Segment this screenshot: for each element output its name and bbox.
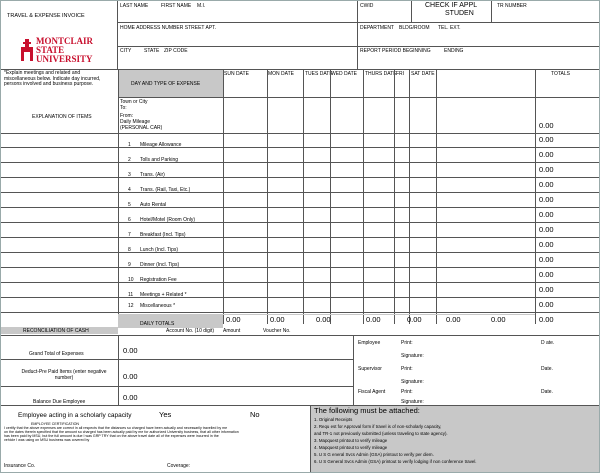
ending-label: ENDING — [444, 48, 464, 54]
item-total: 0.00 — [539, 300, 554, 309]
col-totals: TOTALS — [551, 71, 570, 77]
employee-print-label: Print: — [401, 340, 413, 346]
item-label: Registration Fee — [140, 277, 177, 283]
fiscal-agent-label: Fiscal Agent — [358, 389, 386, 395]
deduct-label: Deduct-Pre Paid Items (enter negative number) — [21, 369, 107, 381]
certification-line-1: I certify that the above expenses are correct in all respects that the distances so charged have been actually and necessarily travelled by me — [4, 426, 228, 430]
state-label: STATE — [144, 48, 160, 54]
table-row — [1, 268, 600, 283]
recon-divider — [118, 335, 119, 405]
table-row — [1, 208, 600, 223]
item-number: 6 — [128, 217, 131, 223]
daily-total-sat: 0.00 — [491, 315, 506, 324]
recon-line — [1, 335, 600, 336]
logo-line2: STATE — [36, 45, 65, 55]
col-mon: MON DATE — [268, 71, 295, 77]
daily-total-grand: 0.00 — [539, 315, 554, 324]
logo-line1: MONTCLAIR — [36, 36, 94, 46]
grid-row-line — [1, 312, 600, 313]
certification-title: EMPLOYEE CERTIFICATION — [31, 422, 79, 426]
col-sat: SAT DATE — [411, 71, 435, 77]
table-row — [1, 163, 600, 178]
header-divider-3 — [411, 1, 412, 22]
attached-item-3: and TR-1 not previously submitted (unless traveling to state agency). — [314, 431, 448, 436]
certification-line-4: vehicle I was using on MSU business was covered by — [4, 438, 90, 442]
city-label: CITY — [120, 48, 132, 54]
table-row — [1, 223, 600, 238]
item-label: Auto Rental — [140, 202, 167, 208]
day-type-header: DAY AND TYPE OF EXPENSE — [131, 81, 201, 87]
col-tues: TUES DATE — [305, 71, 333, 77]
header-divider — [117, 1, 118, 69]
attached-item-1: 1. Original Receipts — [314, 417, 353, 422]
tr-number-label: TR NUMBER — [497, 3, 527, 9]
amount-label: Amount — [223, 328, 241, 334]
item-number: 5 — [128, 202, 131, 208]
item-number: 9 — [128, 262, 131, 268]
account-no-label: Account No. (10 digit) — [166, 328, 215, 334]
insurance-label: Insurance Co. — [4, 463, 36, 469]
supervisor-signature-label: Signature: — [401, 379, 424, 385]
grand-total-label: Grand Total of Expenses — [29, 351, 84, 357]
attached-item-4: 3. Mapquest printout to verify mileage — [314, 438, 388, 443]
personal-car: (PERSONAL CAR) — [120, 125, 163, 131]
item-number: 3 — [128, 172, 131, 178]
header-row-line-2 — [117, 46, 600, 47]
employee-label: Employee — [358, 340, 381, 346]
fiscal-date-label: Date. — [541, 389, 553, 395]
scholarly-yes[interactable]: Yes — [159, 410, 172, 419]
scholarly-question: Employee acting in a scholarly capacity — [18, 412, 132, 419]
recon-divider — [353, 335, 354, 405]
item-number: 4 — [128, 187, 131, 193]
town-from: From: — [120, 113, 134, 119]
table-row — [1, 178, 600, 193]
header-divider-4 — [491, 1, 492, 22]
tel-ext-label: TEL. EXT. — [438, 25, 461, 31]
daily-total-sun: 0.00 — [226, 315, 241, 324]
daily-mileage: Daily Mileage — [120, 119, 151, 125]
col-thurs: THURS DATE — [365, 71, 397, 77]
header-divider-2 — [357, 1, 358, 69]
cwid-label: CWID — [360, 3, 374, 9]
col-fri: FRI — [396, 71, 405, 77]
item-number: 11 — [128, 292, 134, 298]
balance-label: Balance Due Employee — [33, 399, 86, 405]
supervisor-date-label: Date. — [541, 366, 553, 372]
certification-line-2: on the dates therein specified that the amount so charged has been actually paid by me for authorized University business, that all other information — [4, 430, 239, 434]
table-row — [1, 133, 600, 148]
first-name-label: FIRST NAME — [161, 3, 192, 9]
item-total: 0.00 — [539, 210, 554, 219]
town-to: To: — [120, 105, 127, 111]
report-period-label: REPORT PERIOD BEGINNING — [360, 48, 431, 54]
logo-line3: UNIVERSITY — [36, 54, 93, 64]
reconciliation-header: RECONCILIATION OF CASH — [23, 328, 89, 334]
item-number: 8 — [128, 247, 131, 253]
fiscal-print-label: Print: — [401, 389, 413, 395]
item-total: 0.00 — [539, 135, 554, 144]
header-row-line — [117, 22, 600, 23]
item-total: 0.00 — [539, 150, 554, 159]
daily-total-mon: 0.00 — [270, 315, 285, 324]
table-row — [1, 283, 600, 298]
balance-value: 0.00 — [123, 393, 138, 402]
col-sun: SUN DATE — [224, 71, 249, 77]
daily-total-fri: 0.00 — [446, 315, 461, 324]
item-total: 0.00 — [539, 285, 554, 294]
item-number: 1 — [128, 142, 131, 148]
table-row — [1, 148, 600, 163]
recon-line — [1, 359, 353, 360]
table-row — [1, 253, 600, 268]
item-label: Lunch (Incl. Tips) — [140, 247, 179, 253]
grid-header-line — [118, 97, 600, 98]
item-label: Meetings + Related * — [140, 292, 187, 298]
table-row — [1, 193, 600, 208]
item-total: 0.00 — [539, 165, 554, 174]
employee-signature-label: Signature: — [401, 353, 424, 359]
item-total: 0.00 — [539, 270, 554, 279]
voucher-no-label: Voucher No. — [263, 328, 291, 334]
certification-line-3: has been paid by MSU, but the full amount is due I was GRP TRY that on the above travel date all of the expenses were incurred in the — [4, 434, 219, 438]
attached-item-2: 2. Requ est for Approval form if travel is of non-scholarly capacity, — [314, 424, 442, 429]
logo-mark-icon — [20, 39, 34, 63]
col-wed: WED DATE — [331, 71, 358, 77]
item-number: 10 — [128, 277, 134, 283]
daily-total-wed: 0.00 — [366, 315, 381, 324]
university-logo — [20, 37, 110, 65]
attached-item-5: 4. Mapquest printout to verify mileage — [314, 445, 388, 450]
daily-totals-label: DAILY TOTALS — [140, 321, 175, 327]
daily-total-thurs: 0.00 — [407, 315, 422, 324]
item-label: Tolls and Parking — [140, 157, 179, 163]
item-label: Trans. (Rail, Taxi, Etc.) — [140, 187, 191, 193]
item-number: 7 — [128, 232, 131, 238]
fiscal-signature-label: Signature: — [401, 399, 424, 405]
form-title: TRAVEL & EXPENSE INVOICE — [7, 13, 85, 19]
item-total: 0.00 — [539, 240, 554, 249]
student-label: STUDEN — [445, 10, 474, 17]
item-label: Dinner (Incl. Tips) — [140, 262, 180, 268]
department-label: DEPARTMENT — [360, 25, 394, 31]
town-or-city: Town or City — [120, 99, 148, 105]
attached-title: The following must be attached: — [314, 406, 420, 415]
grand-total-value: 0.00 — [123, 346, 138, 355]
recon-line — [1, 386, 353, 387]
supervisor-label: Supervisor — [358, 366, 382, 372]
last-name-label: LAST NAME — [120, 3, 149, 9]
table-row — [1, 298, 600, 313]
deduct-value: 0.00 — [123, 372, 138, 381]
top-total: 0.00 — [539, 121, 554, 130]
attached-item-7: 6. U S General Svcs Admin (GSA) printout to verify lodging if non conference travel. — [314, 459, 477, 464]
item-total: 0.00 — [539, 195, 554, 204]
header-bottom-line — [1, 69, 600, 70]
item-label: Trans. (Air) — [140, 172, 165, 178]
attached-item-6: 5. U S G eneral Svcs Admin (GSA) printout to verify per diem. — [314, 452, 434, 457]
item-number: 12 — [128, 303, 134, 309]
item-total: 0.00 — [539, 225, 554, 234]
item-label: Miscellaneous * — [140, 303, 176, 309]
home-address-label: HOME ADDRESS NUMBER STREET APT. — [120, 25, 217, 31]
item-label: Hotel/Motel (Room Only) — [140, 217, 196, 223]
coverage-label: Coverage: — [167, 463, 191, 469]
mi-label: M.I. — [197, 3, 206, 9]
item-total: 0.00 — [539, 255, 554, 264]
table-row — [1, 238, 600, 253]
explain-note: *Explain meetings and related and miscellaneous below. Indicate day incurred, persons involved and business purpose. — [4, 70, 101, 87]
explanation-header: EXPLANATION OF ITEMS — [32, 114, 92, 120]
zip-label: ZIP CODE — [164, 48, 188, 54]
supervisor-print-label: Print: — [401, 366, 413, 372]
employee-date-label: D ate. — [541, 340, 555, 346]
check-if-appl-label: CHECK IF APPL — [425, 2, 478, 9]
item-total: 0.00 — [539, 180, 554, 189]
item-label: Breakfast (Incl. Tips) — [140, 232, 186, 238]
scholarly-no[interactable]: No — [250, 410, 260, 419]
daily-total-tues: 0.00 — [316, 315, 331, 324]
bldg-room-label: BLDG/ROOM — [399, 25, 430, 31]
item-label: Mileage Allowance — [140, 142, 182, 148]
item-number: 2 — [128, 157, 131, 163]
